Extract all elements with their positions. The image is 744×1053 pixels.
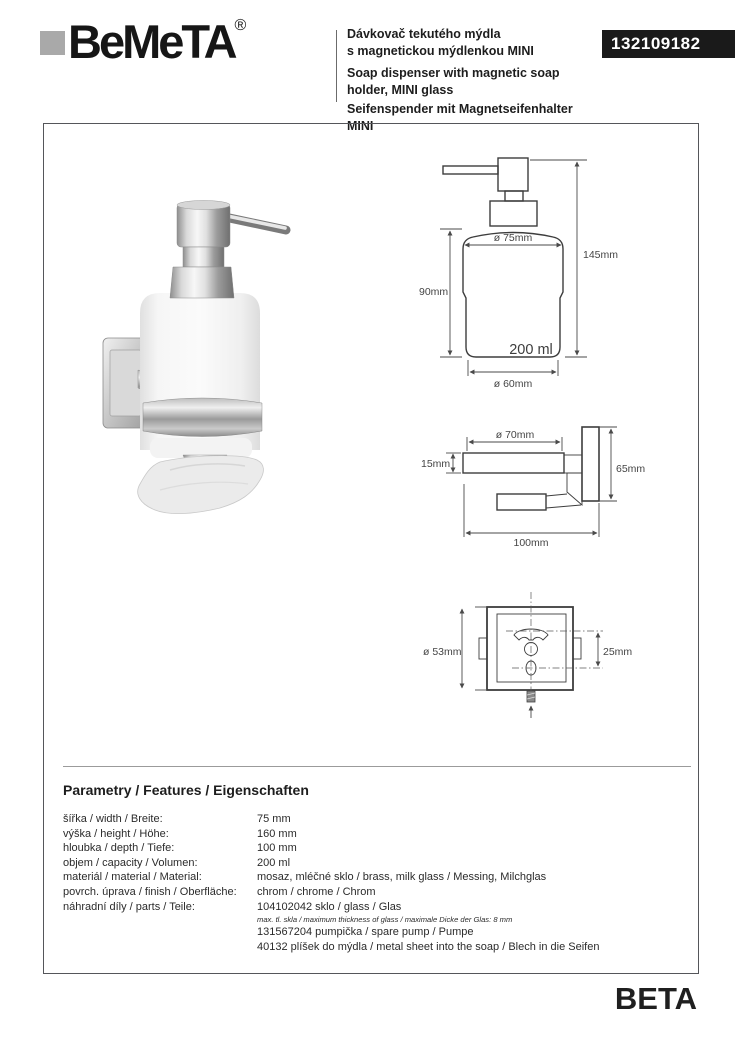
dim-total-depth: 100mm (513, 537, 549, 549)
pump-collar (170, 267, 234, 298)
param-part-sheet: 40132 plíšek do mýdla / metal sheet into the soap / Blech in die Seifen (257, 941, 600, 954)
product-code-badge: 132109182 (602, 30, 735, 58)
soap-bar (138, 456, 264, 514)
product-title-cs-line2: s magnetickou mýdlenkou MINI (347, 44, 534, 58)
parameters-title: Parametry / Features / Eigenschaften (63, 782, 309, 798)
header-divider (336, 30, 337, 102)
product-title-en: Soap dispenser with magnetic soap holder, MINI glass (347, 66, 560, 97)
section-divider (63, 766, 691, 767)
param-label: výška / height / Höhe: (63, 827, 169, 840)
param-value: 160 mm (257, 827, 297, 840)
dim-width-top: ø 75mm (493, 232, 533, 244)
param-part-pump: 131567204 pumpička / spare pump / Pumpe (257, 926, 474, 939)
dim-arm-diameter: ø 70mm (495, 429, 535, 441)
param-row-depth (63, 841, 688, 856)
param-row-height (63, 827, 688, 842)
dim-plate-size: ø 53mm (423, 646, 462, 658)
drawing-side-view (420, 406, 680, 551)
parameters-table (63, 812, 688, 955)
brand-logo-text: BeMeTA (68, 15, 235, 68)
drawing-front-view (415, 148, 705, 393)
param-value: 200 ml (257, 856, 291, 869)
param-row-width (63, 812, 688, 827)
drawing-plate-view (420, 585, 680, 735)
dimension-lines (462, 607, 598, 690)
param-row-material (63, 870, 688, 885)
param-label: materiál / material / Material: (63, 871, 202, 884)
capacity-label: 200 ml (509, 342, 553, 358)
center-lines (506, 592, 603, 701)
param-value: 100 mm (257, 842, 297, 855)
param-value: 75 mm (257, 813, 291, 825)
dim-width-bottom: ø 60mm (493, 378, 533, 390)
param-label: objem / capacity / Volumen: (63, 856, 198, 869)
brand-logo (68, 14, 246, 69)
product-photo (60, 150, 360, 580)
pump-head (170, 201, 286, 299)
fixing-screw (527, 691, 535, 718)
dim-total-height: 145mm (583, 249, 619, 261)
parts-glass-note: max. tl. skla / maximum thickness of glass / maximale Dicke der Glas: 8 mm (257, 915, 513, 925)
registered-trademark-icon: ® (234, 17, 247, 34)
product-titles (347, 26, 599, 135)
param-row-finish (63, 885, 688, 900)
param-label: povrch. úprava / finish / Oberfläche: (63, 885, 237, 898)
param-row-parts (63, 900, 688, 915)
dim-plate-height: 65mm (616, 463, 646, 475)
dim-arm-thickness: 15mm (421, 458, 451, 470)
series-name: BETA (614, 981, 697, 1016)
param-value: chrom / chrome / Chrom (257, 885, 376, 898)
param-value: 104102042 sklo / glass / Glas (257, 900, 402, 913)
param-label: šířka / width / Breite: (63, 813, 163, 825)
dim-body-height: 90mm (419, 286, 449, 298)
dimension-lines (446, 427, 617, 537)
param-label: hloubka / depth / Tiefe: (63, 842, 175, 855)
bottle-outline (443, 158, 563, 357)
product-title-de: Seifenspender mit Magnetseifenhalter MINI (347, 102, 573, 133)
product-title-cs-line1: Dávkovač tekutého mýdla (347, 27, 501, 41)
holder-ring (143, 398, 262, 437)
logo-mark-square (40, 31, 65, 55)
param-label: náhradní díly / parts / Teile: (63, 900, 195, 913)
plate-outline (479, 607, 581, 690)
dim-hole-spacing: 25mm (603, 646, 633, 658)
param-row-capacity (63, 856, 688, 871)
param-value: mosaz, mléčné sklo / brass, milk glass / Messing, Milchglas (257, 871, 547, 884)
